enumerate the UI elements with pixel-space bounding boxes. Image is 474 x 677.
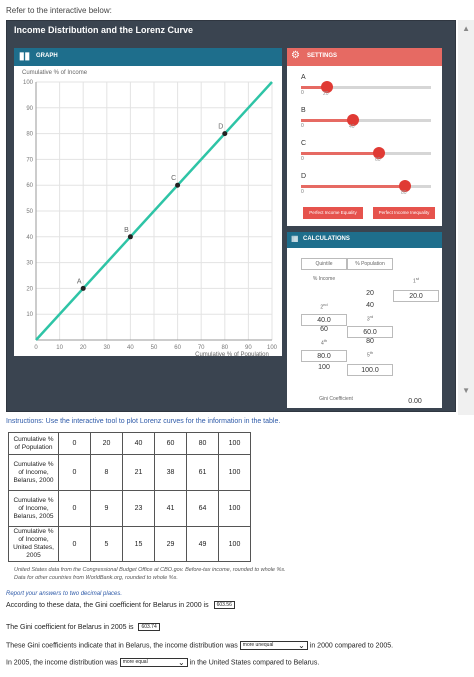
x-tick-label: 10 <box>56 345 63 351</box>
point-label-d: D <box>218 123 224 131</box>
gini-2000-input[interactable]: 603.56 <box>214 601 235 609</box>
settings-header <box>287 48 442 66</box>
slider-min-label: 0 <box>301 90 304 96</box>
point-label-b: B <box>124 226 129 234</box>
population-value: 40 <box>366 302 374 309</box>
point-a[interactable] <box>81 286 86 291</box>
population-value: 20 <box>366 290 374 297</box>
x-tick-label: 70 <box>197 345 205 351</box>
table-cell: 0 <box>59 433 91 455</box>
x-axis-title: Cumulative % of Population <box>195 352 269 356</box>
question-4-pre: In 2005, the income distribution was <box>6 659 118 667</box>
table-cell: 80 <box>187 433 219 455</box>
row-header: Cumulative % of Income, Belarus, 2005 <box>9 491 59 527</box>
population-value: 80 <box>366 338 374 345</box>
y-tick-label: 40 <box>26 234 33 241</box>
slider-label: C <box>301 140 307 147</box>
gini-2005-input[interactable]: 603.74 <box>138 623 159 631</box>
x-tick-label: 80 <box>221 345 229 351</box>
scroll-up-icon[interactable]: ▲ <box>462 24 470 33</box>
slider-value-label: 60 <box>375 157 381 163</box>
point-c[interactable] <box>175 183 180 188</box>
point-label-c: C <box>171 175 177 183</box>
gear-icon: ⚙ <box>291 50 300 61</box>
calculations-panel <box>287 232 442 408</box>
quintile-label: 3rd <box>366 314 374 323</box>
y-tick-label: 100 <box>22 80 33 86</box>
scrollbar[interactable] <box>458 20 474 415</box>
slider-fill <box>301 119 353 122</box>
question-2-text: The Gini coefficient for Belarus in 2005 is <box>6 623 134 631</box>
row-header: Cumulative % of Population <box>9 433 59 455</box>
table-cell: 23 <box>123 491 155 527</box>
us-comparison-select[interactable] <box>120 658 188 667</box>
y-tick-label: 60 <box>26 183 33 190</box>
population-value: 60 <box>320 326 328 333</box>
table-cell: 20 <box>91 433 123 455</box>
slider-value-label: 80 <box>401 190 407 196</box>
settings-panel <box>287 48 442 226</box>
slider-label: A <box>301 74 306 81</box>
y-tick-label: 90 <box>26 105 33 112</box>
y-tick-label: 10 <box>26 312 33 319</box>
question-3 <box>6 641 393 650</box>
quintile-suffix: th <box>369 350 374 355</box>
slider-c[interactable] <box>291 140 438 170</box>
question-1-text: According to these data, the Gini coefficient for Belarus in 2000 is <box>6 601 209 609</box>
question-4 <box>6 658 319 667</box>
y-tick-label: 30 <box>26 260 33 267</box>
table-row <box>9 455 251 491</box>
slider-b[interactable] <box>291 107 438 137</box>
quintile-suffix: th <box>323 338 328 343</box>
slider-label: D <box>301 173 307 180</box>
slider-fill <box>301 152 379 155</box>
question-3-pre: These Gini coefficients indicate that in Belarus, the income distribution was <box>6 642 238 650</box>
quintile-suffix: rd <box>369 314 374 319</box>
source-line-2: Data for other countries from WorldBank.org, rounded to whole %s. <box>14 575 178 581</box>
graph-header-label: GRAPH <box>36 53 58 59</box>
question-1 <box>6 601 235 609</box>
belarus-comparison-value: more unequal <box>242 642 274 648</box>
slider-fill <box>301 185 405 188</box>
slider-d[interactable] <box>291 173 438 203</box>
point-b[interactable] <box>128 234 133 239</box>
table-cell: 100 <box>219 433 251 455</box>
table-cell: 100 <box>219 527 251 562</box>
table-cell: 0 <box>59 455 91 491</box>
x-tick-label: 40 <box>127 345 134 351</box>
point-label-a: A <box>76 278 82 286</box>
quintile-label: 2nd <box>320 302 328 311</box>
slider-label: B <box>301 107 306 114</box>
table-cell: 41 <box>155 491 187 527</box>
income-value: 100.0 <box>347 364 393 376</box>
y-axis-title: Cumulative % of Income <box>22 70 88 76</box>
y-tick-label: 20 <box>26 286 33 293</box>
gini-value: 0.00 <box>408 398 422 405</box>
slider-min-label: 0 <box>301 189 304 195</box>
x-tick-label: 20 <box>79 345 87 351</box>
table-cell: 21 <box>123 455 155 491</box>
row-header: Cumulative % of Income, Belarus, 2000 <box>9 455 59 491</box>
row-header: Cumulative % of Income, United States, 2005 <box>9 527 59 562</box>
source-note <box>14 566 286 582</box>
table-cell: 9 <box>91 491 123 527</box>
col-quintile: Quintile <box>301 258 347 270</box>
slider-min-label: 0 <box>301 123 304 129</box>
graph-panel <box>14 48 282 356</box>
bar-chart-icon: ▮▮ <box>19 51 31 62</box>
table-cell: 60 <box>155 433 187 455</box>
calculations-header <box>287 232 442 248</box>
data-table <box>8 432 251 562</box>
income-value: 60.0 <box>347 326 393 338</box>
chevron-down-icon: ⌄ <box>177 658 185 667</box>
population-value: 100 <box>318 364 330 371</box>
intro-text: Refer to the interactive below: <box>6 6 112 15</box>
y-tick-label: 50 <box>26 209 33 215</box>
settings-header-label: SETTINGS <box>307 53 338 59</box>
perfect-inequality-button[interactable]: Perfect Income Inequality <box>373 207 435 219</box>
table-cell: 100 <box>219 455 251 491</box>
question-4-post: in the United States compared to Belarus. <box>189 659 320 667</box>
table-cell: 8 <box>91 455 123 491</box>
table-cell: 0 <box>59 491 91 527</box>
table-cell: 40 <box>123 433 155 455</box>
gini-label: Gini Coefficient <box>319 396 353 402</box>
table-cell: 29 <box>155 527 187 562</box>
table-cell: 61 <box>187 455 219 491</box>
widget-title: Income Distribution and the Lorenz Curve <box>14 25 194 35</box>
point-d[interactable] <box>222 131 227 136</box>
report-note: Report your answers to two decimal places. <box>6 591 123 597</box>
perfect-equality-button[interactable]: Perfect Income Equality <box>303 207 363 219</box>
table-cell: 100 <box>219 491 251 527</box>
col-income: % Income <box>312 276 336 282</box>
question-2 <box>6 623 160 631</box>
table-cell: 5 <box>91 527 123 562</box>
slider-a[interactable] <box>291 74 438 104</box>
belarus-comparison-select[interactable] <box>240 641 308 650</box>
table-row <box>9 433 251 455</box>
slider-value-label: 20 <box>323 91 329 97</box>
source-line-1: United States data from the Congressional Budget Office at CBO.gov. Before-tax income, rounded to whole %s. <box>14 567 286 573</box>
quintile-label: 1st <box>413 276 419 285</box>
x-tick-label: 50 <box>150 345 158 351</box>
table-cell: 49 <box>187 527 219 562</box>
income-value: 40.0 <box>301 314 347 326</box>
x-tick-label: 30 <box>103 345 111 351</box>
income-value: 20.0 <box>393 290 439 302</box>
quintile-label: 5th <box>366 350 374 359</box>
x-tick-label: 0 <box>34 345 38 351</box>
table-cell: 0 <box>59 527 91 562</box>
quintile-label: 4th <box>320 338 328 347</box>
scroll-down-icon[interactable]: ▼ <box>462 386 470 395</box>
table-cell: 38 <box>155 455 187 491</box>
table-cell: 64 <box>187 491 219 527</box>
x-tick-label: 60 <box>174 345 181 351</box>
graph-header <box>14 48 282 66</box>
y-tick-label: 70 <box>26 157 33 164</box>
calculations-header-label: CALCULATIONS <box>303 236 350 242</box>
table-cell: 15 <box>123 527 155 562</box>
y-tick-label: 80 <box>26 131 33 138</box>
col-population: % Population <box>347 258 393 270</box>
calculator-icon: ▦ <box>291 234 299 243</box>
us-comparison-value: more equal <box>122 659 148 665</box>
quintile-suffix: st <box>415 276 419 281</box>
lorenz-chart[interactable] <box>14 78 282 356</box>
x-tick-label: 90 <box>245 345 252 351</box>
instructions: Instructions: Use the interactive tool to plot Lorenz curves for the information in the table. <box>6 418 281 425</box>
table-row <box>9 527 251 562</box>
quintile-suffix: nd <box>323 302 328 307</box>
table-row <box>9 491 251 527</box>
question-3-post: in 2000 compared to 2005. <box>309 642 394 650</box>
slider-value-label: 40 <box>349 124 355 130</box>
slider-min-label: 0 <box>301 156 304 162</box>
income-value: 80.0 <box>301 350 347 362</box>
x-tick-label: 100 <box>266 345 278 351</box>
chevron-down-icon: ⌄ <box>298 641 305 650</box>
